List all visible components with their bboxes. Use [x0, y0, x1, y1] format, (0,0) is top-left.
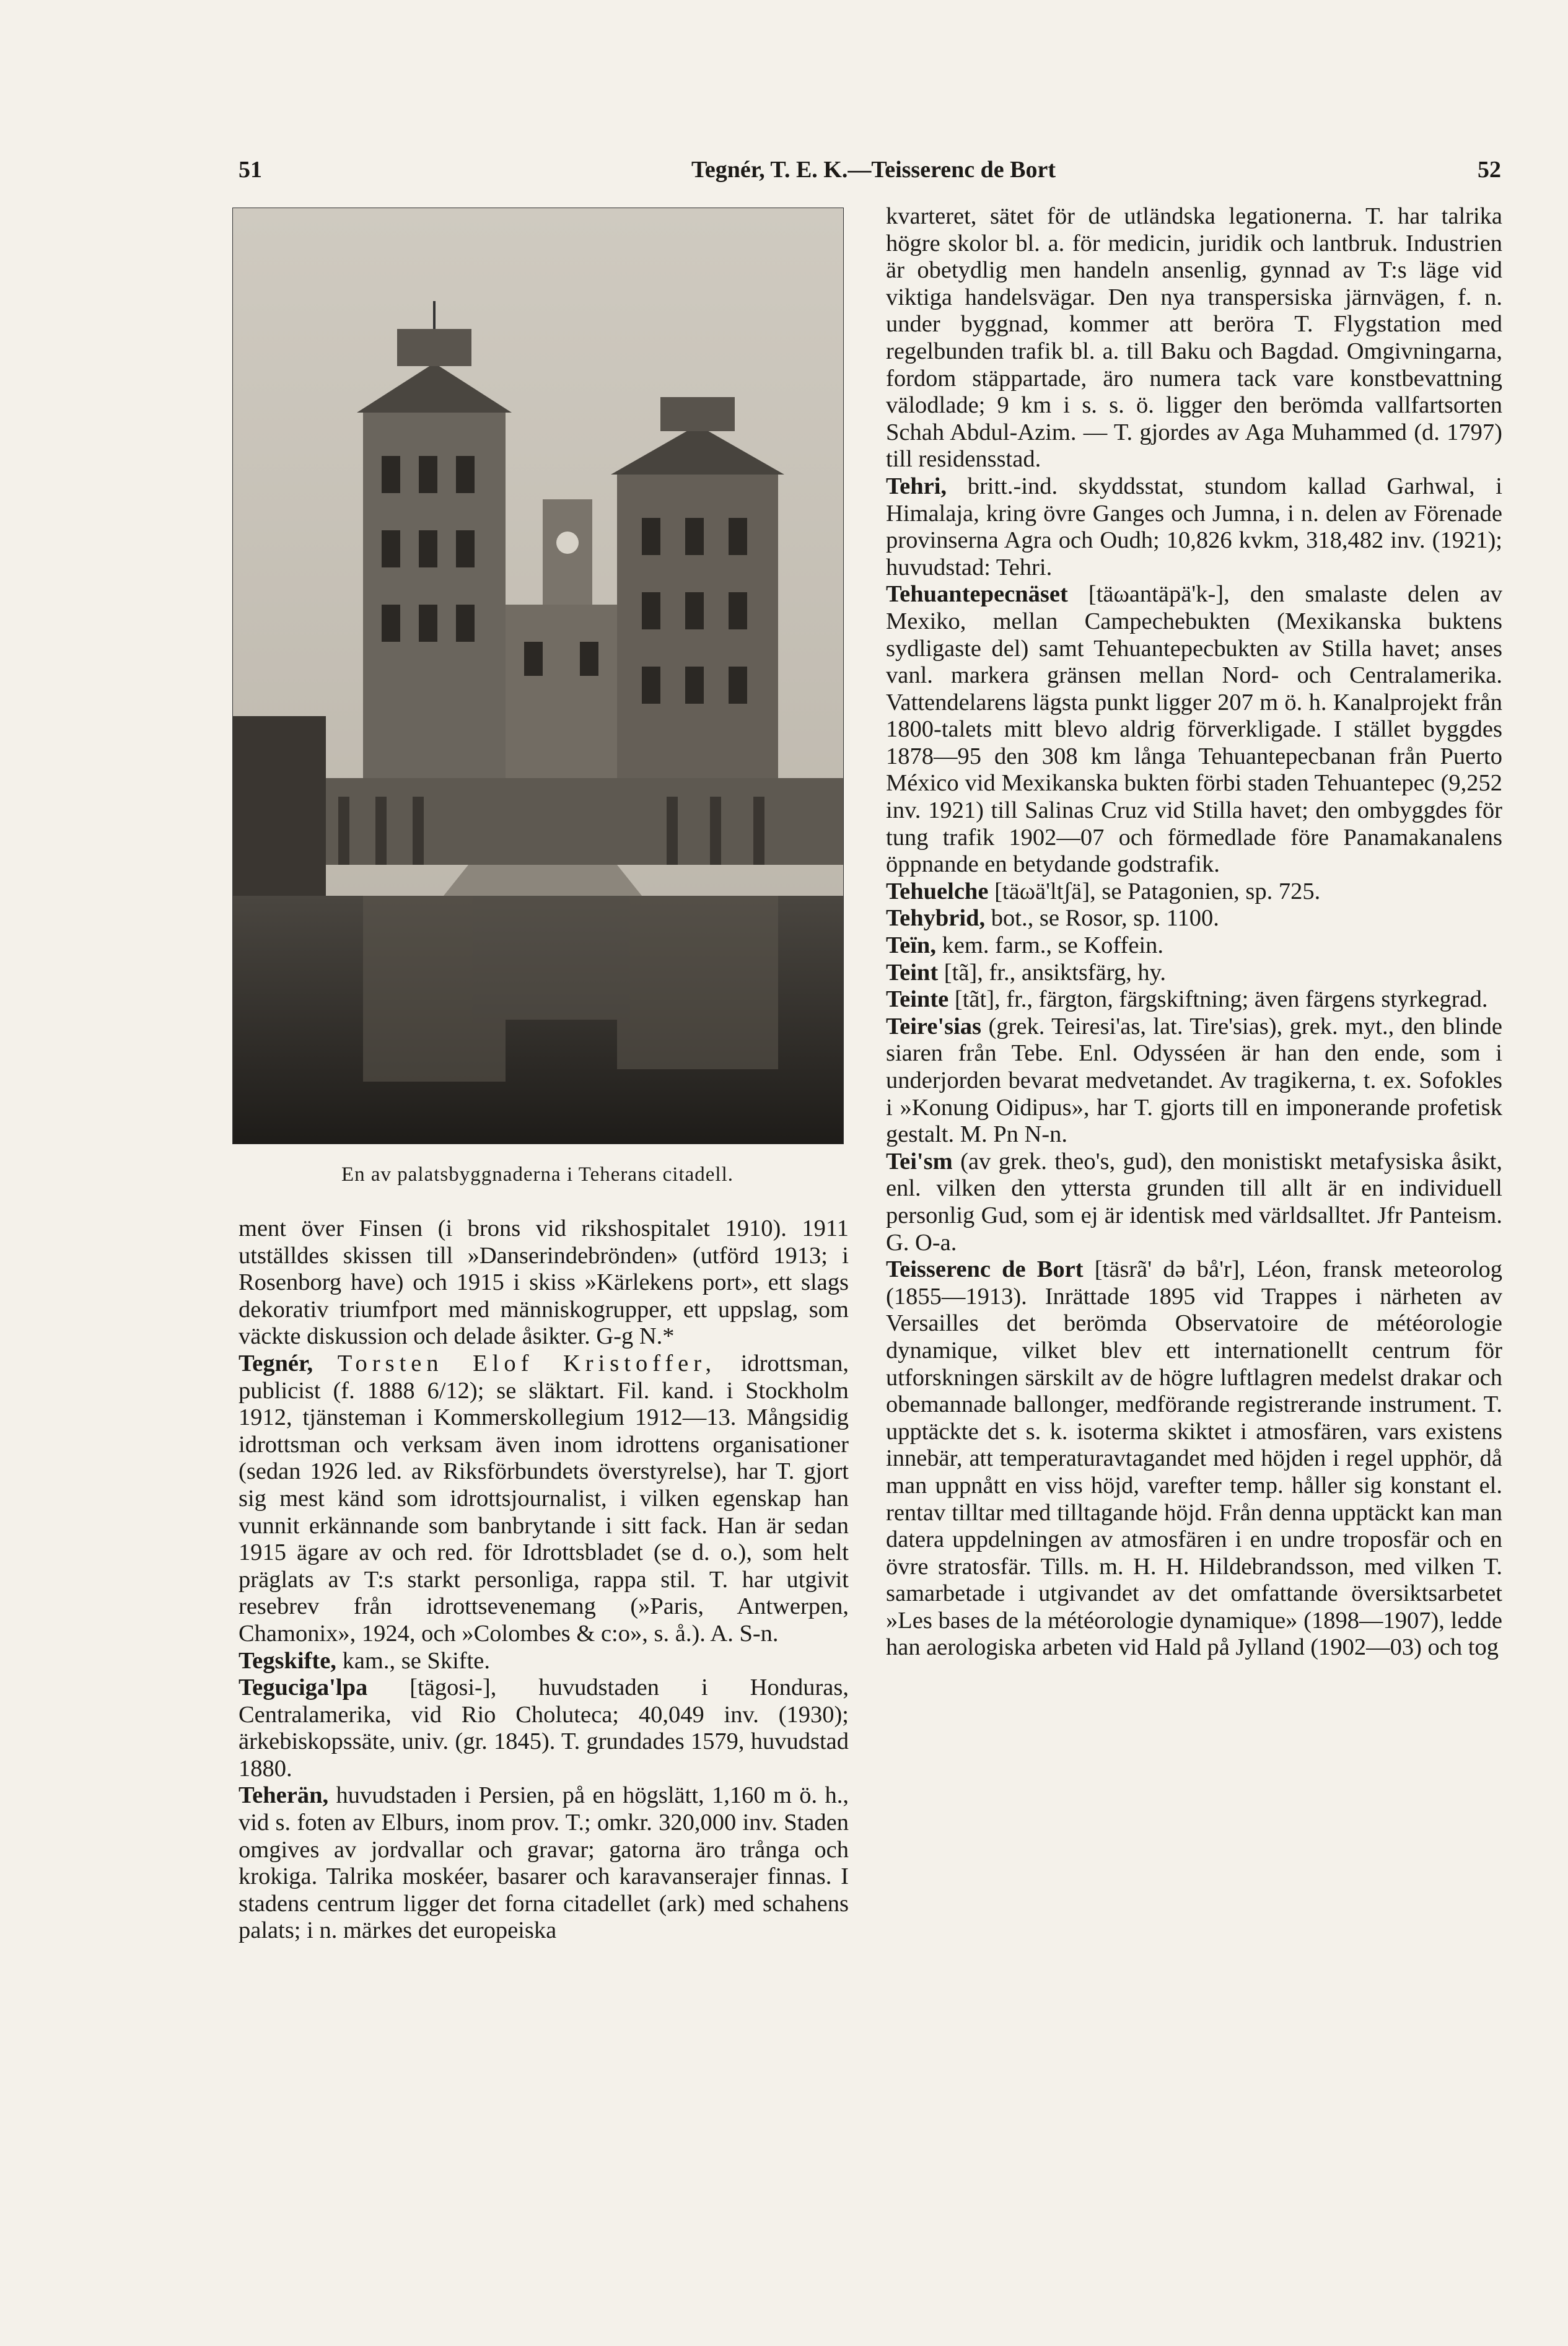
page-number-left: 51: [239, 157, 262, 183]
entry-teint: [886, 960, 1502, 987]
entry-headword: Teire'sias: [886, 1013, 982, 1040]
entry-headword: Tehybrid,: [886, 905, 986, 932]
entry-text: [tã], fr., ansiktsfärg, hy.: [938, 959, 1166, 986]
entry-text: kam., se Skifte.: [336, 1647, 491, 1674]
entry-headword: Tehuelche: [886, 878, 989, 904]
entry-teiresias: [886, 1013, 1502, 1149]
entry-teheran: [239, 1782, 849, 1945]
entry-headword: Tegnér,: [239, 1350, 313, 1377]
entry-text: [tãt], fr., färgton, färgskiftning; även färgens styrkegrad.: [948, 986, 1488, 1013]
entry-text: [täωä'ltʃä], se Patagonien, sp. 725.: [988, 878, 1321, 904]
entry-headword: Teherän,: [239, 1782, 329, 1809]
entry-headword: Teint: [886, 959, 939, 986]
entry-teinte: [886, 986, 1502, 1013]
entry-tehri: [886, 473, 1502, 581]
entry-headword: Teinte: [886, 986, 949, 1013]
entry-tehybrid: [886, 905, 1502, 932]
entry-text: idrottsman, publicist (f. 1888 6/12); se släktart. Fil. kand. i Stockholm 1912, tjänsteman i Kommerskollegium 1912—13. Mångsidig idrottsman och verksam även inom idrottens organisationer (sedan 1926 led. av Riksförbundets överstyrelse), har T. gjort sig mest känd som idrottsjournalist, i vilken egenskap han vunnit erkännande som banbrytande i sitt fack. Han är sedan 1915 ägare av och red. för Idrottsbladet (se d. o.), som helt präglats av T:s starkt personliga, rappa stil. T. har utgivit resebrev från idrottsevenemang (»Paris, Antwerpen, Chamonix», 1924, och »Colombes & c:o», s. å.). A. S-n.: [239, 1350, 849, 1647]
entry-headword: Tehri,: [886, 473, 947, 499]
entry-teism: [886, 1149, 1502, 1256]
entry-tehuantepecnaset: [886, 581, 1502, 878]
entry-headword: Teisserenc de Bort: [886, 1256, 1084, 1283]
page-number-right: 52: [1478, 157, 1501, 183]
entry-text: [täωantäpä'k-], den smalaste delen av Mexiko, mellan Campechebukten (Mexikanska buktens sydligaste del) samt Tehuantepecbukten av Stilla havet; anses vanl. markera gränsen mellan Nord- och Centralamerika. Vattendelarens lägsta punkt ligger 207 m ö. h. Kanalprojekt från 1800-talets mitt blevo aldrig förverkligade. I stället byggdes 1878—95 den 308 km långa Tehuantepecbanan från Puerto México vid Mexikanska bukten förbi staden Tehuantepec (9,252 inv. 1921) till Salinas Cruz vid Stilla havet; den ombyggdes för tung trafik 1902—07 och förmedlade före Panamakanalens öppnande en betydande godstrafik.: [886, 581, 1502, 878]
entry-tegner: [239, 1350, 849, 1648]
entry-text: [täsrã' də bå'r], Léon, fransk meteorolog (1855—1913). Inrättade 1895 vid Trappes i närheten av Versailles det berömda Observatoire de météorologie dynamique, vilket blev ett internationellt centrum för utforskningen särskilt av de högre luftlagren medelst drakar och obemannade ballonger, medförande registrerande instrument. T. upptäckte det s. k. isoterma skiktet i atmosfären, vars existens innebär, att temperaturavtagandet med höjden i regel upphör, då man uppnått en viss höjd, varefter temp. håller sig konstant el. rentav tilltar med tilltagande höjd. Från denna upptäckt kan man datera uppdelningen av atmosfären i en undre troposfär och en övre stratosfär. Tills. m. H. H. Hildebrandsson, med vilken T. samarbetade i utgivandet av det omfattande översiktsarbetet »Les bases de la météorologie dynamique» (1898—1907), ledde han aerologiska arbeten vid Hald på Jylland (1902—03) och tog: [886, 1256, 1502, 1661]
entry-text: (av grek. theo's, gud), den monistiskt metafysiska åsikt, enl. vilken den yttersta grunden till allt är en individuell personlig Gud, som ej är identisk med världsalltet. Jfr Panteism. G. O-a.: [886, 1148, 1502, 1256]
paragraph-teheran-cont: [886, 203, 1502, 473]
entry-tein: [886, 932, 1502, 960]
entry-headword: Teguciga'lpa: [239, 1674, 368, 1701]
entry-headword: Tei'sm: [886, 1148, 953, 1175]
paragraph-text: kvarteret, sätet för de utländska legationerna. T. har talrika högre skolor bl. a. för medicin, juridik och lantbruk. Industrien är obetydlig men handeln ansenlig, gynnad av T:s läge vid viktiga handelsvägar. Den nya transpersiska järnvägen, f. n. under byggnad, kommer att beröra T. Flygstation med regelbunden trafik bl. a. till Baku och Bagdad. Omgivningarna, fordom stäppartade, äro numera tack vare konstbevattning välodlade; 9 km i s. s. ö. ligger den berömda vallfartsorten Schah Abdul-Azim. — T. gjordes av Aga Muhammed (d. 1797) till residensstad.: [886, 203, 1502, 473]
left-column: [239, 1215, 849, 1945]
paragraph-finsen: [239, 1215, 849, 1350]
palace-photograph: [232, 208, 844, 1144]
entry-spaced-name: Torsten Elof Kristoffer,: [337, 1350, 717, 1377]
entry-text: kem. farm., se Koffein.: [935, 932, 1164, 959]
running-title: Tegnér, T. E. K.—Teisserenc de Bort: [691, 157, 1056, 183]
entry-text: [tägosi-], huvudstaden i Honduras, Centralamerika, vid Rio Choluteca; 40,049 inv. (1930); ärkebiskopssäte, univ. (gr. 1845). T. grundades 1579, huvudstad 1880.: [239, 1674, 849, 1782]
entry-tehuelche: [886, 878, 1502, 906]
entry-text: britt.-ind. skyddsstat, stundom kallad Garhwal, i Himalaja, kring övre Ganges och Jumna, i n. delen av Förenade provinserna Agra och Oudh; 10,826 kvkm, 318,482 inv. (1921); huvudstad: Tehri.: [886, 473, 1502, 580]
entry-headword: Teïn,: [886, 932, 936, 959]
entry-headword: Tegskifte,: [239, 1647, 336, 1674]
right-column: [886, 203, 1502, 1661]
paragraph-text: ment över Finsen (i brons vid rikshospitalet 1910). 1911 utställdes skissen till »Danserindebrönden» (utförd 1913; i Rosenborg have) och 1915 i skiss »Kärlekens port», ett slags dekorativ triumfport med människogrupper, ett uppslag, som väckte diskussion och delade åsikter. G-g N.*: [239, 1215, 849, 1350]
entry-text: (grek. Teiresi'as, lat. Tire'sias), grek. myt., den blinde siaren från Tebe. Enl. Odysséen är han den ende, som i underjorden bevarat medvetandet. Av tragikerna, t. ex. Sofokles i »Konung Oidipus», har T. gjorts till en imponerande profetisk gestalt. M. Pn N-n.: [886, 1013, 1502, 1148]
entry-text: bot., se Rosor, sp. 1100.: [985, 905, 1219, 932]
figure-caption: En av palatsbyggnaderna i Teherans citadell.: [341, 1163, 734, 1186]
entry-text: huvudstaden i Persien, på en högslätt, 1,160 m ö. h., vid s. foten av Elburs, inom prov. T.; omkr. 320,000 inv. Staden omgives av jordvallar och gravar; gatorna äro trånga och krokiga. Talrika moskéer, basarer och karavanserajer finnas. I stadens centrum ligger det forna citadellet (ark) med schahens palats; i n. märkes det europeiska: [239, 1782, 849, 1944]
palace-image: [233, 208, 843, 1144]
entry-tegskifte: [239, 1648, 849, 1675]
entry-tegucigalpa: [239, 1674, 849, 1782]
entry-teisserenc: [886, 1256, 1502, 1661]
entry-headword: Tehuantepecnäset: [886, 581, 1068, 608]
